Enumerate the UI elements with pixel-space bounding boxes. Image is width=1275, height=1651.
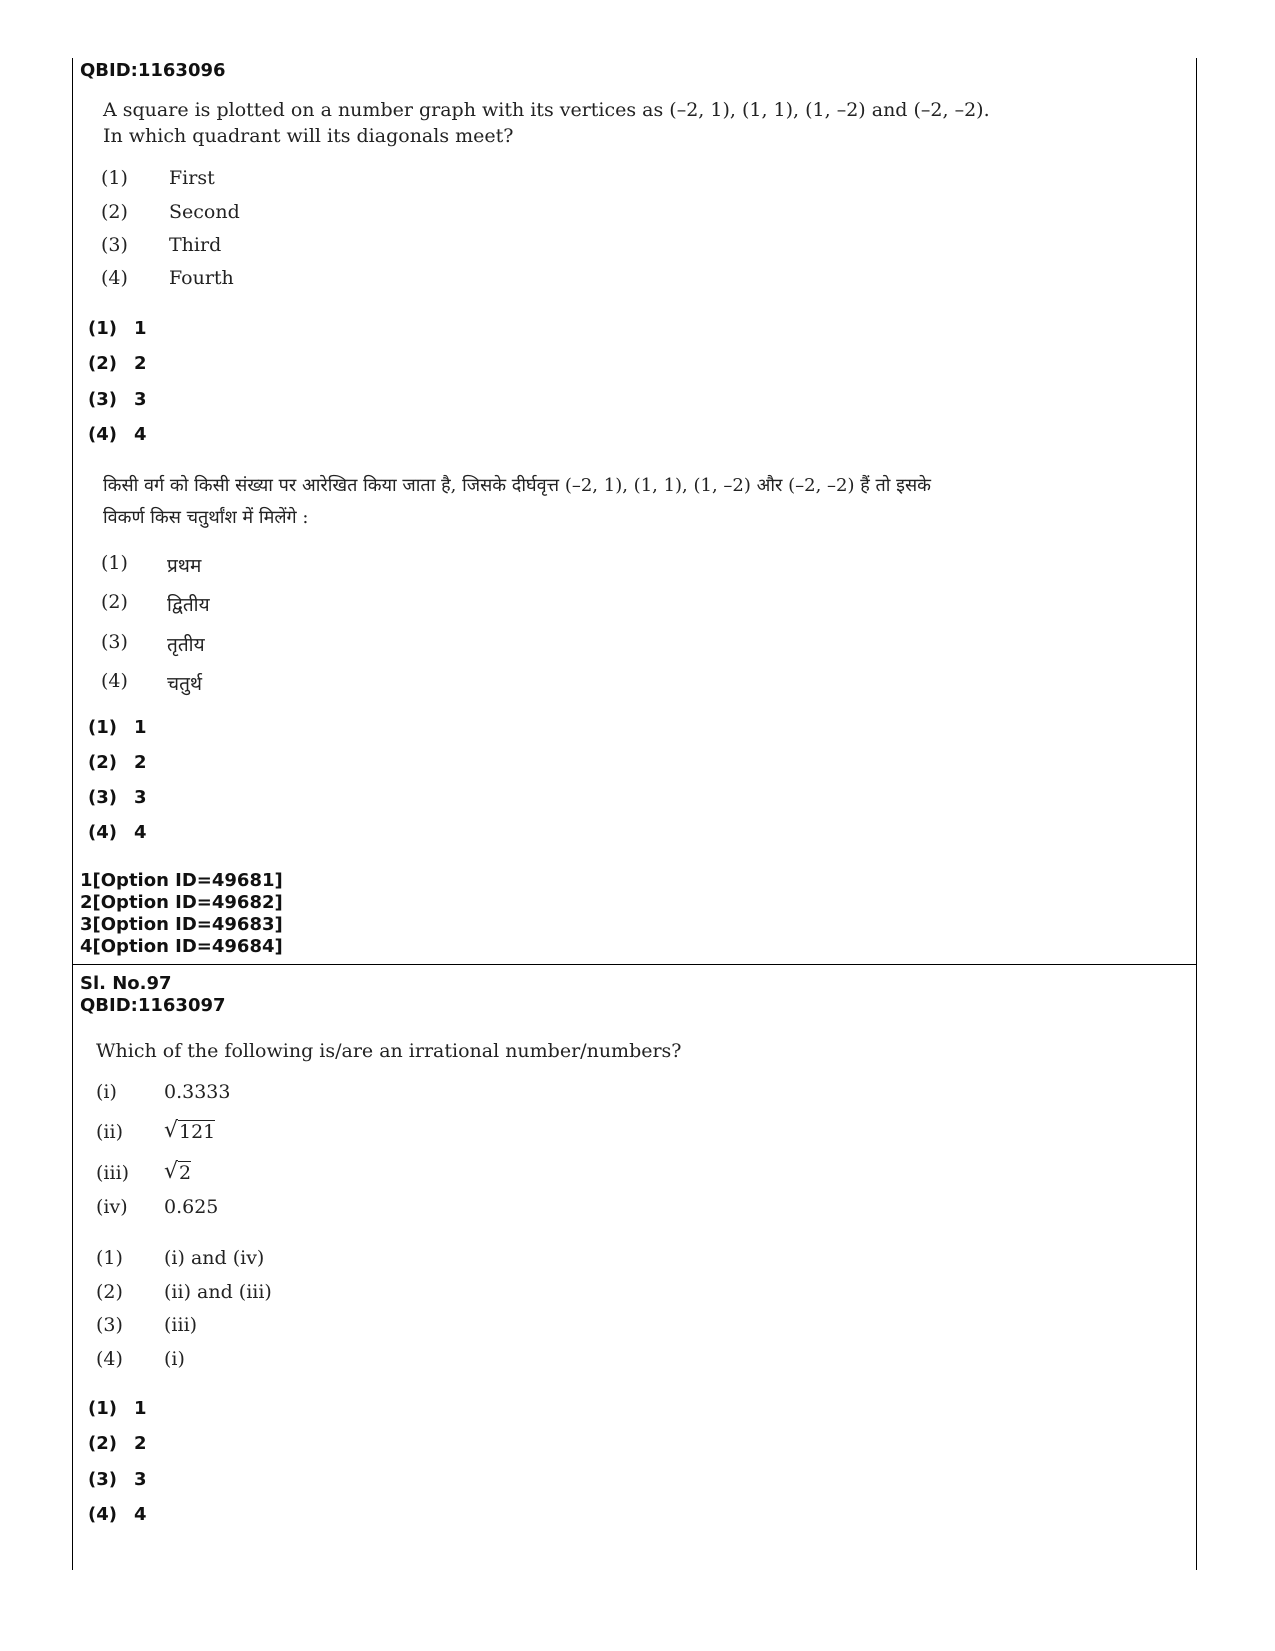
answer-value: 4 [134, 1504, 147, 1525]
option-number: (3) [96, 1314, 123, 1336]
answer-choice [88, 752, 147, 774]
answer-choice [88, 353, 147, 375]
question-line: विकर्ण किस चतुर्थांश में मिलेंगे : [103, 507, 309, 528]
answer-value: 1 [134, 1398, 147, 1419]
answer-choice [88, 822, 147, 844]
answer-number: (4) [88, 424, 117, 445]
option-text: द्वितीय [167, 594, 210, 616]
answer-number: (4) [88, 1504, 117, 1525]
left-border [72, 58, 73, 1570]
statement-number: (i) [96, 1081, 117, 1103]
option-id: 4[Option ID=49684] [80, 936, 283, 957]
serial-number: Sl. No.97 [80, 973, 172, 994]
option-text: Fourth [169, 267, 234, 289]
option-number: (1) [96, 1247, 123, 1269]
option-id: 3[Option ID=49683] [80, 914, 283, 935]
answer-number: (3) [88, 389, 117, 410]
answer-number: (4) [88, 822, 117, 843]
statement-text [164, 1159, 192, 1184]
option-number: (2) [101, 201, 128, 223]
answer-choice [88, 318, 147, 340]
answer-value: 1 [134, 717, 147, 738]
answer-number: (1) [88, 318, 117, 339]
answer-number: (3) [88, 787, 117, 808]
answer-value: 4 [134, 822, 147, 843]
option-id: 2[Option ID=49682] [80, 892, 283, 913]
question-divider [72, 964, 1197, 965]
option-text: Second [169, 201, 240, 223]
option-number: (1) [101, 167, 128, 189]
question-text: Which of the following is/are an irrational number/numbers? [96, 1040, 682, 1062]
square-root [164, 1118, 216, 1143]
option-number: (4) [101, 267, 128, 289]
answer-number: (3) [88, 1469, 117, 1490]
qbid-label: QBID:1163097 [80, 995, 226, 1016]
answer-choice [88, 424, 147, 446]
question-text-hi [103, 470, 1063, 534]
answer-value: 2 [134, 752, 147, 773]
option-number: (3) [101, 631, 128, 653]
radical-sign-icon: √ [164, 1159, 179, 1184]
question-line: In which quadrant will its diagonals meet? [103, 125, 514, 147]
answer-number: (1) [88, 717, 117, 738]
radicand: 121 [179, 1121, 216, 1143]
answer-value: 3 [134, 389, 147, 410]
option-number: (4) [101, 670, 128, 692]
option-id: 1[Option ID=49681] [80, 870, 283, 891]
answer-choice [88, 1504, 147, 1526]
answer-choice [88, 1433, 147, 1455]
option-text: तृतीय [167, 634, 205, 656]
option-text: Third [169, 234, 222, 256]
answer-choice [88, 1398, 147, 1420]
answer-value: 1 [134, 318, 147, 339]
radicand: 2 [179, 1162, 192, 1184]
option-text: (i) [164, 1348, 185, 1370]
answer-value: 2 [134, 1433, 147, 1454]
answer-choice [88, 389, 147, 411]
right-border [1196, 58, 1197, 1570]
statement-number: (iii) [96, 1162, 130, 1184]
option-text: प्रथम [167, 555, 202, 577]
option-text: First [169, 167, 215, 189]
statement-text [164, 1118, 216, 1143]
option-number: (2) [96, 1281, 123, 1303]
answer-value: 3 [134, 1469, 147, 1490]
option-text: (ii) and (iii) [164, 1281, 272, 1303]
qbid-label: QBID:1163096 [80, 60, 226, 81]
question-text-en [103, 97, 1063, 149]
statement-number: (iv) [96, 1196, 128, 1218]
statement-number: (ii) [96, 1121, 123, 1143]
option-number: (1) [101, 552, 128, 574]
answer-number: (1) [88, 1398, 117, 1419]
radical-sign-icon: √ [164, 1118, 179, 1143]
option-text: (i) and (iv) [164, 1247, 265, 1269]
option-text: चतुर्थ [167, 673, 203, 695]
answer-number: (2) [88, 752, 117, 773]
answer-value: 3 [134, 787, 147, 808]
option-number: (2) [101, 591, 128, 613]
option-text: (iii) [164, 1314, 198, 1336]
answer-choice [88, 787, 147, 809]
statement-text: 0.3333 [164, 1081, 231, 1103]
answer-value: 4 [134, 424, 147, 445]
answer-value: 2 [134, 353, 147, 374]
statement-text: 0.625 [164, 1196, 219, 1218]
option-number: (4) [96, 1348, 123, 1370]
answer-choice [88, 717, 147, 739]
square-root [164, 1159, 192, 1184]
option-number: (3) [101, 234, 128, 256]
answer-number: (2) [88, 353, 117, 374]
question-line: A square is plotted on a number graph with its vertices as (–2, 1), (1, 1), (1, –2) and (–2, –2). [103, 99, 990, 121]
answer-number: (2) [88, 1433, 117, 1454]
answer-choice [88, 1469, 147, 1491]
question-line: किसी वर्ग को किसी संख्या पर आरेखित किया जाता है, जिसके दीर्घवृत्त (–2, 1), (1, 1), (1, –2) और (–2, –2) हैं तो इसके [103, 475, 931, 496]
